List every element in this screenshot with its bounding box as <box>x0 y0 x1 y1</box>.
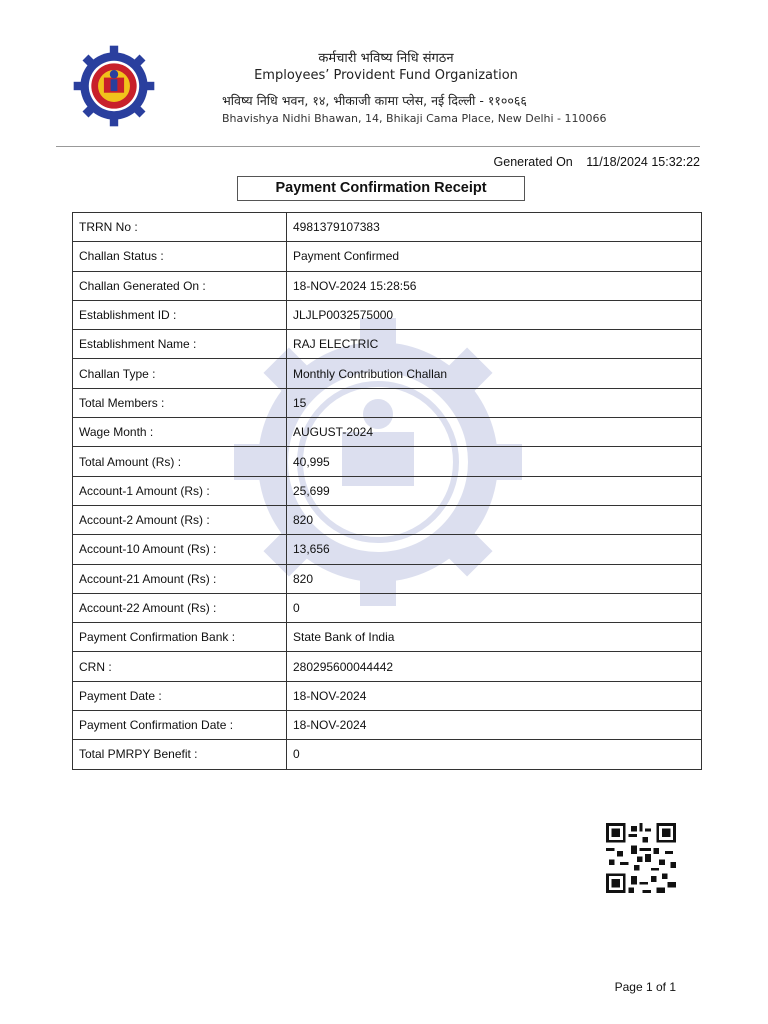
field-label: Total Members : <box>73 388 287 417</box>
field-value: JLJLP0032575000 <box>287 300 702 329</box>
table-row <box>73 564 702 593</box>
field-label: Total Amount (Rs) : <box>73 447 287 476</box>
generated-on-label: Generated On <box>493 155 573 169</box>
field-label: Account-2 Amount (Rs) : <box>73 505 287 534</box>
table-row <box>73 300 702 329</box>
table-row <box>73 447 702 476</box>
field-value: 0 <box>287 740 702 769</box>
field-label: CRN : <box>73 652 287 681</box>
field-value: AUGUST-2024 <box>287 418 702 447</box>
field-value: 13,656 <box>287 535 702 564</box>
table-row <box>73 593 702 622</box>
field-value: Payment Confirmed <box>287 242 702 271</box>
field-label: Challan Status : <box>73 242 287 271</box>
table-row <box>73 418 702 447</box>
field-label: Payment Date : <box>73 681 287 710</box>
org-name-hindi: कर्मचारी भविष्य निधि संगठन <box>318 51 454 66</box>
field-value: 18-NOV-2024 15:28:56 <box>287 271 702 300</box>
field-value: 820 <box>287 505 702 534</box>
table-row <box>73 242 702 271</box>
page-number: Page 1 of 1 <box>614 980 676 994</box>
field-label: TRRN No : <box>73 213 287 242</box>
field-label: Establishment ID : <box>73 300 287 329</box>
field-label: Payment Confirmation Date : <box>73 711 287 740</box>
generated-on-value: 11/18/2024 15:32:22 <box>586 155 700 169</box>
field-value: 25,699 <box>287 476 702 505</box>
field-label: Account-22 Amount (Rs) : <box>73 593 287 622</box>
receipt-title: Payment Confirmation Receipt <box>237 176 525 201</box>
table-row <box>73 711 702 740</box>
table-row <box>73 623 702 652</box>
field-value: RAJ ELECTRIC <box>287 330 702 359</box>
field-value: 4981379107383 <box>287 213 702 242</box>
field-label: Account-21 Amount (Rs) : <box>73 564 287 593</box>
table-row <box>73 505 702 534</box>
field-value: 15 <box>287 388 702 417</box>
table-row <box>73 652 702 681</box>
field-value: 820 <box>287 564 702 593</box>
field-label: Payment Confirmation Bank : <box>73 623 287 652</box>
payment-details-table <box>72 212 702 770</box>
address-hindi: भविष्य निधि भवन, १४, भीकाजी कामा प्लेस, नई दिल्ली - ११००६६ <box>222 93 527 108</box>
field-value: Monthly Contribution Challan <box>287 359 702 388</box>
table-row <box>73 476 702 505</box>
field-label: Account-1 Amount (Rs) : <box>73 476 287 505</box>
header-divider <box>56 146 700 147</box>
table-row <box>73 359 702 388</box>
table-row <box>73 213 702 242</box>
field-label: Total PMRPY Benefit : <box>73 740 287 769</box>
field-label: Challan Generated On : <box>73 271 287 300</box>
field-label: Establishment Name : <box>73 330 287 359</box>
table-row <box>73 740 702 769</box>
field-label: Wage Month : <box>73 418 287 447</box>
field-value: 18-NOV-2024 <box>287 711 702 740</box>
table-row <box>73 330 702 359</box>
org-name-english: Employees’ Provident Fund Organization <box>254 68 518 83</box>
field-label: Challan Type : <box>73 359 287 388</box>
field-value: 280295600044442 <box>287 652 702 681</box>
field-value: 40,995 <box>287 447 702 476</box>
field-value: State Bank of India <box>287 623 702 652</box>
table-row <box>73 388 702 417</box>
qr-code <box>606 823 676 893</box>
table-row <box>73 271 702 300</box>
epfo-logo <box>72 44 156 128</box>
table-row <box>73 681 702 710</box>
field-value: 0 <box>287 593 702 622</box>
table-row <box>73 535 702 564</box>
field-value: 18-NOV-2024 <box>287 681 702 710</box>
field-label: Account-10 Amount (Rs) : <box>73 535 287 564</box>
generated-on <box>494 155 700 169</box>
address-english: Bhavishya Nidhi Bhawan, 14, Bhikaji Cama Place, New Delhi - 110066 <box>222 112 607 125</box>
